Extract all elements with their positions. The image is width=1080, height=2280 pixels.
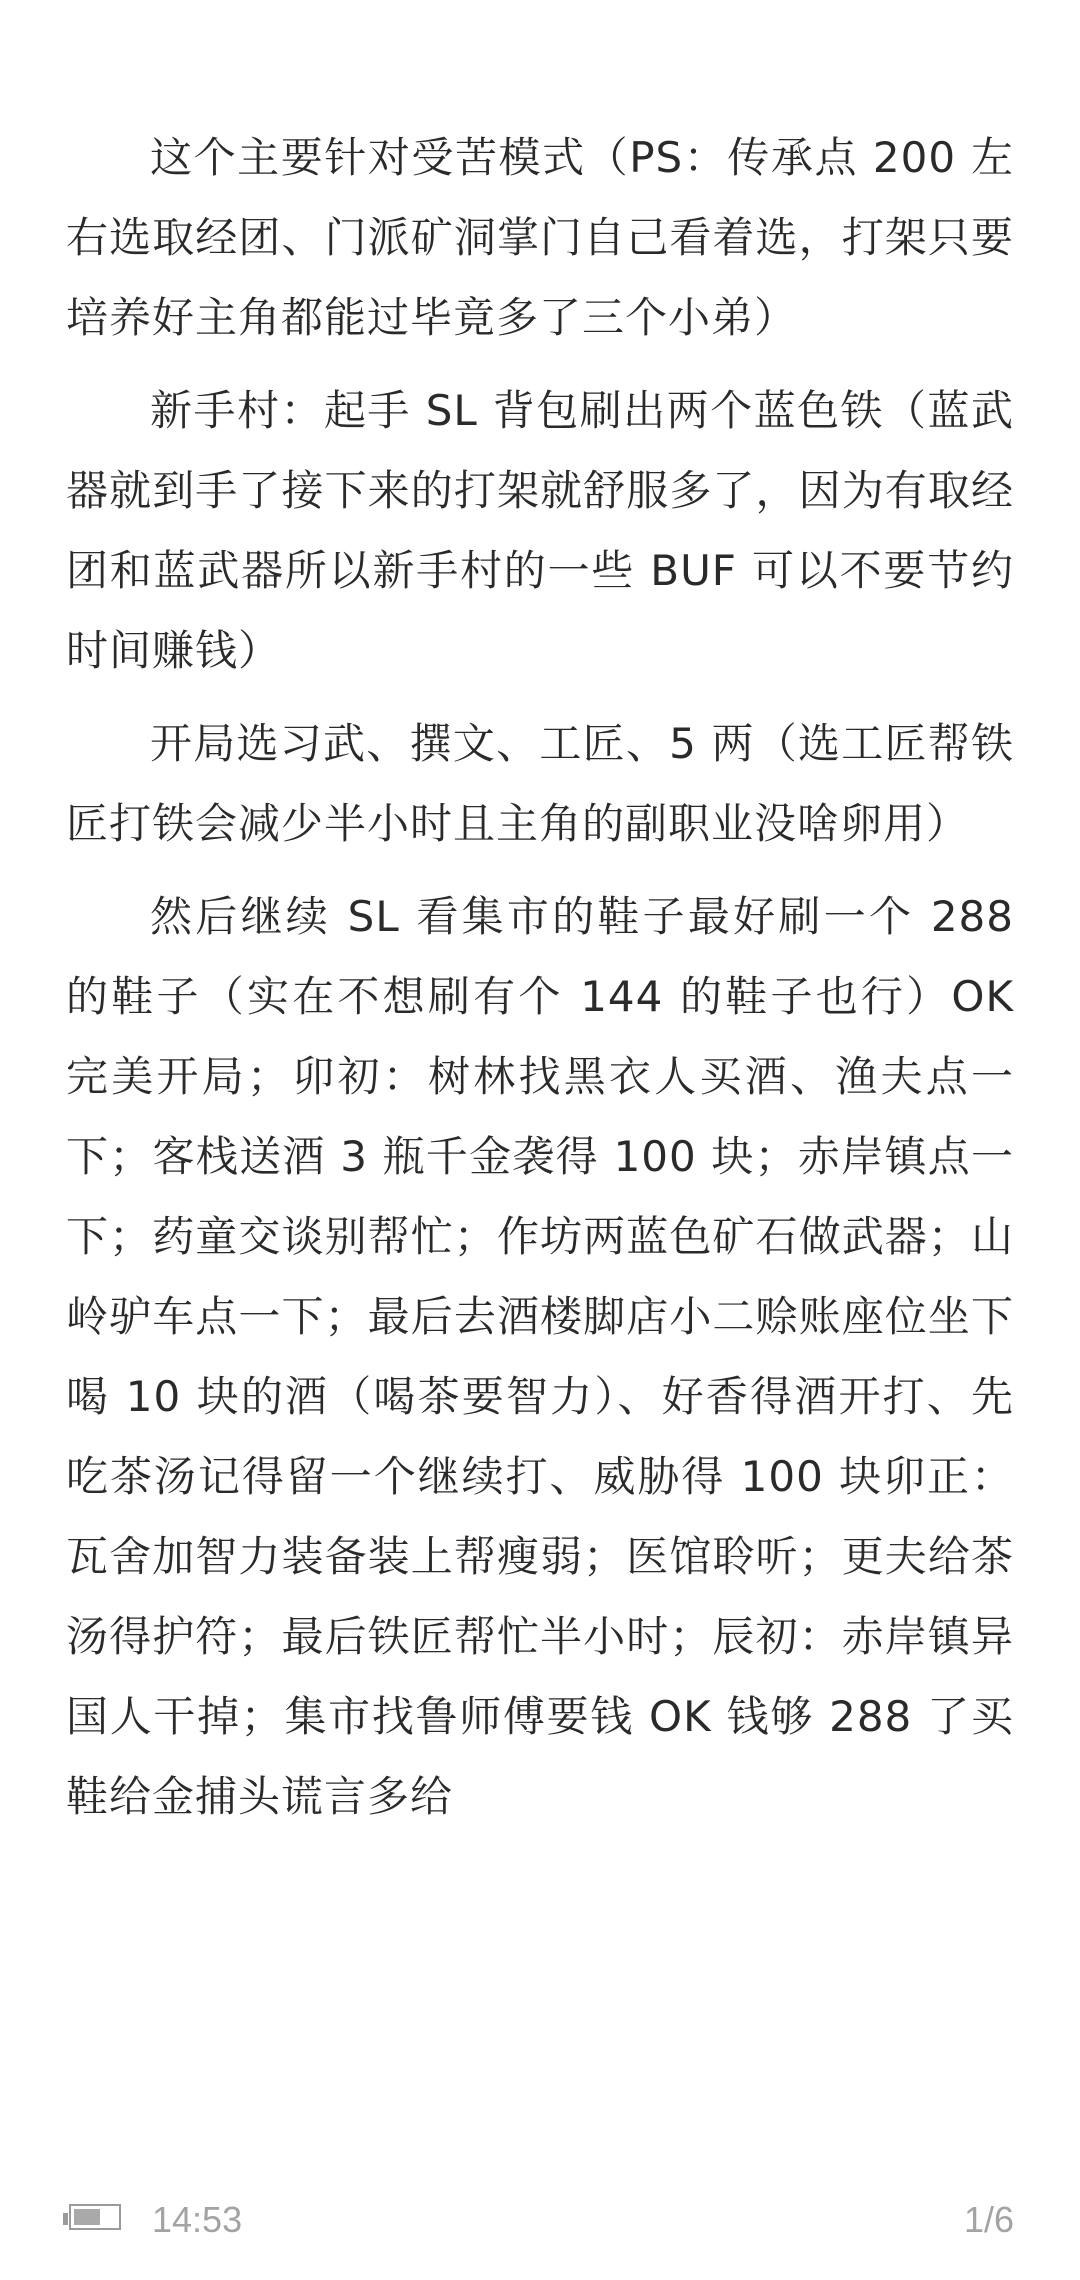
paragraph-1: 这个主要针对受苦模式（PS：传承点 200 左右选取经团、门派矿洞掌门自己看着选，打架只要培养好主角都能过毕竟多了三个小弟） bbox=[66, 133, 1014, 342]
paragraph-2: 新手村：起手 SL 背包刷出两个蓝色铁（蓝武器就到手了接下来的打架就舒服多了，因为有取经团和蓝武器所以新手村的一些 BUF 可以不要节约时间赚钱） bbox=[66, 386, 1014, 675]
page-indicator: 1/6 bbox=[963, 2199, 1014, 2240]
battery-icon bbox=[63, 2204, 125, 2234]
battery-tip bbox=[63, 2213, 68, 2225]
paragraph-4: 然后继续 SL 看集市的鞋子最好刷一个 288 的鞋子（实在不想刷有个 144 的鞋子也行）OK 完美开局；卯初：树林找黑衣人买酒、渔夫点一下；客栈送酒 3 瓶千金袭得 100 块；赤岸镇点一下；药童交谈别帮忙；作坊两蓝色矿石做武器；山岭驴车点一下；最后去酒楼脚店小二赊账座位坐下喝 10 块的酒（喝茶要智力）、好香得酒开打、先吃茶汤记得留一个继续打、威胁得 100 块卯正：瓦舍加智力装备装上帮瘦弱；医馆聆听；更夫给茶汤得护符；最后铁匠帮忙半小时；辰初：赤岸镇异国人干掉；集市找鲁师傅要钱 OK 钱够 288 了买鞋给金捕头谎言多给 bbox=[66, 892, 1014, 1821]
paragraph-3: 开局选习武、撰文、工匠、5 两（选工匠帮铁匠打铁会减少半小时且主角的副职业没啥卵用） bbox=[66, 719, 1014, 848]
battery-body bbox=[69, 2204, 121, 2230]
battery-level bbox=[74, 2209, 100, 2225]
clock-time: 14:53 bbox=[152, 2199, 243, 2240]
reader-status-bar bbox=[0, 2190, 1080, 2250]
reader-content[interactable] bbox=[66, 118, 1014, 2138]
